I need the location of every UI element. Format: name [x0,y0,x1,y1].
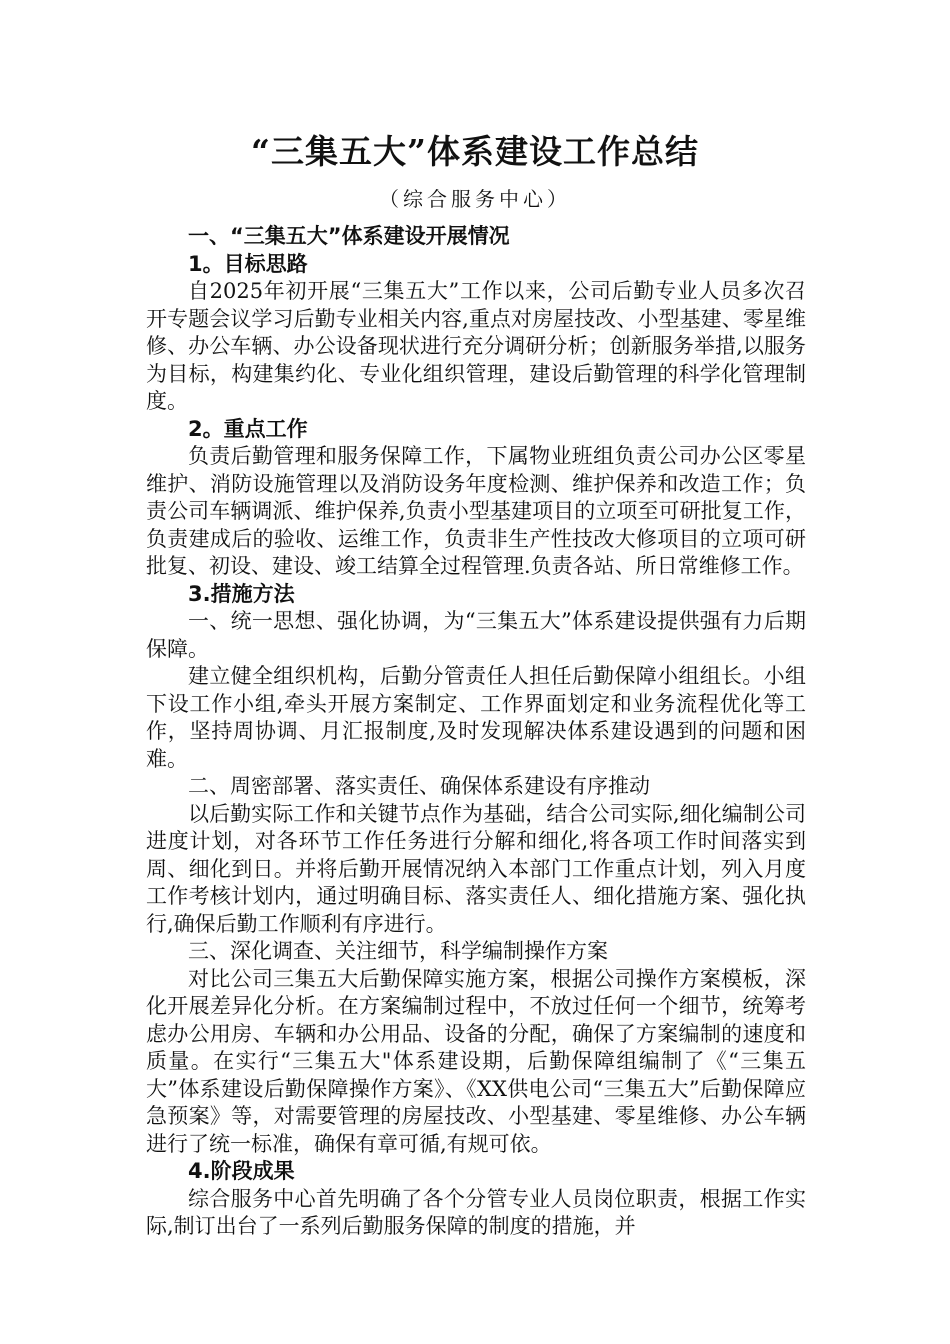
document-body [146,223,806,1241]
paragraph: 负责后勤管理和服务保障工作，下属物业班组负责公司办公区零星维护、消防设施管理以及消防设务年度检测、维护保养和改造工作；负责公司车辆调派、维护保养,负责小型基建项目的立项至可研批复工作，负责建成后的验收、运维工作，负责非生产性技改大修项目的立项可研批复、初设、建设、竣工结算全过程管理.负责各站、所日常维修工作。 [146,444,806,578]
section-heading: 一、“三集五大”体系建设开展情况 [188,224,510,248]
document-subtitle: （综合服务中心） [379,187,571,211]
paragraph: 综合服务中心首先明确了各个分管专业人员岗位职责，根据工作实际,制订出台了一系列后勤服务保障的制度的措施，并 [146,1186,806,1238]
document-title: “三集五大”体系建设工作总结 [251,132,699,171]
paragraph: 建立健全组织机构，后勤分管责任人担任后勤保障小组组长。小组下设工作小组,牵头开展方案制定、工作界面划定和业务流程优化等工作，坚持周协调、月汇报制度,及时发现解决体系建设遇到的问题和困难。 [146,664,806,771]
paragraph: 以后勤实际工作和关键节点作为基础，结合公司实际,细化编制公司进度计划，对各环节工作任务进行分解和细化,将各项工作时间落实到周、细化到日。并将后勤开展情况纳入本部门工作重点计划，列入月度工作考核计划内，通过明确目标、落实责任人、细化措施方案、强化执行,确保后勤工作顺利有序进行。 [146,801,806,936]
paragraph: 自2025年初开展“三集五大”工作以来，公司后勤专业人员多次召开专题会议学习后勤专业相关内容,重点对房屋技改、小型基建、零星维修、办公车辆、办公设备现状进行充分调研分析；创新服务举措,以服务为目标，构建集约化、专业化组织管理，建设后勤管理的科学化管理制度。 [146,279,806,413]
paragraph: 三、深化调查、关注细节，科学编制操作方案 [188,939,608,963]
subsection-heading: 1。目标思路 [188,251,308,276]
subsection-heading: 2。重点工作 [188,416,308,441]
paragraph: 对比公司三集五大后勤保障实施方案，根据公司操作方案模板，深化开展差异化分析。在方案编制过程中，不放过任何一个细节，统筹考虑办公用房、车辆和办公用品、设备的分配，确保了方案编制的速度和质量。在实行“三集五大"体系建设期，后勤保障组编制了《“三集五大”体系建设后勤保障操作方案》、《XX供电公司“三集五大”后勤保障应急预案》等，对需要管理的房屋技改、小型基建、零星维修、办公车辆进行了统一标准，确保有章可循,有规可依。 [146,966,806,1156]
subsection-heading: 4.阶段成果 [188,1159,295,1183]
subsection-heading: 3.措施方法 [188,581,295,606]
paragraph: 二、周密部署、落实责任、确保体系建设有序推动 [188,774,650,798]
paragraph: 一、统一思想、强化协调，为“三集五大”体系建设提供强有力后期保障。 [146,609,806,661]
